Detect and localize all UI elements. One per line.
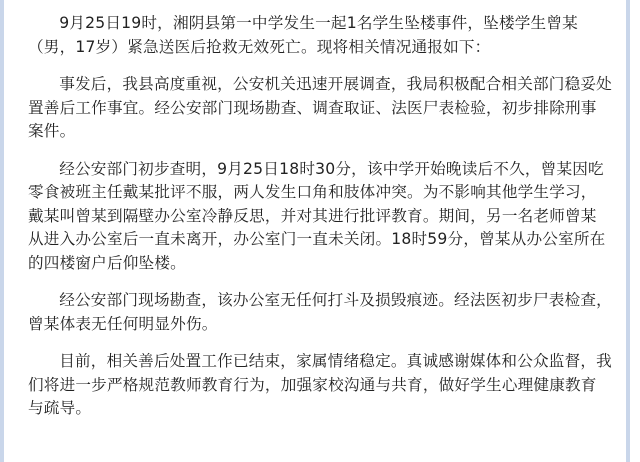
paragraph-response: 事发后，我县高度重视，公安机关迅速开展调查，我局积极配合相关部门稳妥处置善后工作事宜。经公安部门现场勘查、调查取证、法医尸表检验，初步排除刑事案件。 — [28, 75, 612, 140]
paragraph-conclusion: 目前，相关善后处置工作已结束，家属情绪稳定。真诚感谢媒体和公众监督，我们将进一步严格规范教师教育行为，加强家校沟通与共育，做好学生心理健康教育与疏导。 — [28, 352, 612, 417]
paragraph-findings: 经公安部门初步查明，9月25日18时30分，该中学开始晚读后不久，曾某因吃零食被班主任戴某批评不服，两人发生口角和肢体冲突。为不影响其他学生学习，戴某叫曾某到隔壁办公室冷静反思，并对其进行批评教育。期间，另一名老师曾某从进入办公室后一直未离开，办公室门一直未关闭。18时59分，曾某从办公室所在的四楼窗户后仰坠楼。 — [28, 159, 606, 272]
notice-body — [28, 12, 612, 435]
paragraph-scene-inspection: 经公安部门现场勘查，该办公室无任何打斗及损毁痕迹。经法医初步尸表检查，曾某体表无任何明显外伤。 — [28, 291, 612, 333]
paragraph-intro: 9月25日19时，湘阴县第一中学发生一起1名学生坠楼事件，坠楼学生曾某（男，17岁）紧急送医后抢救无效死亡。现将相关情况通报如下： — [28, 14, 578, 56]
